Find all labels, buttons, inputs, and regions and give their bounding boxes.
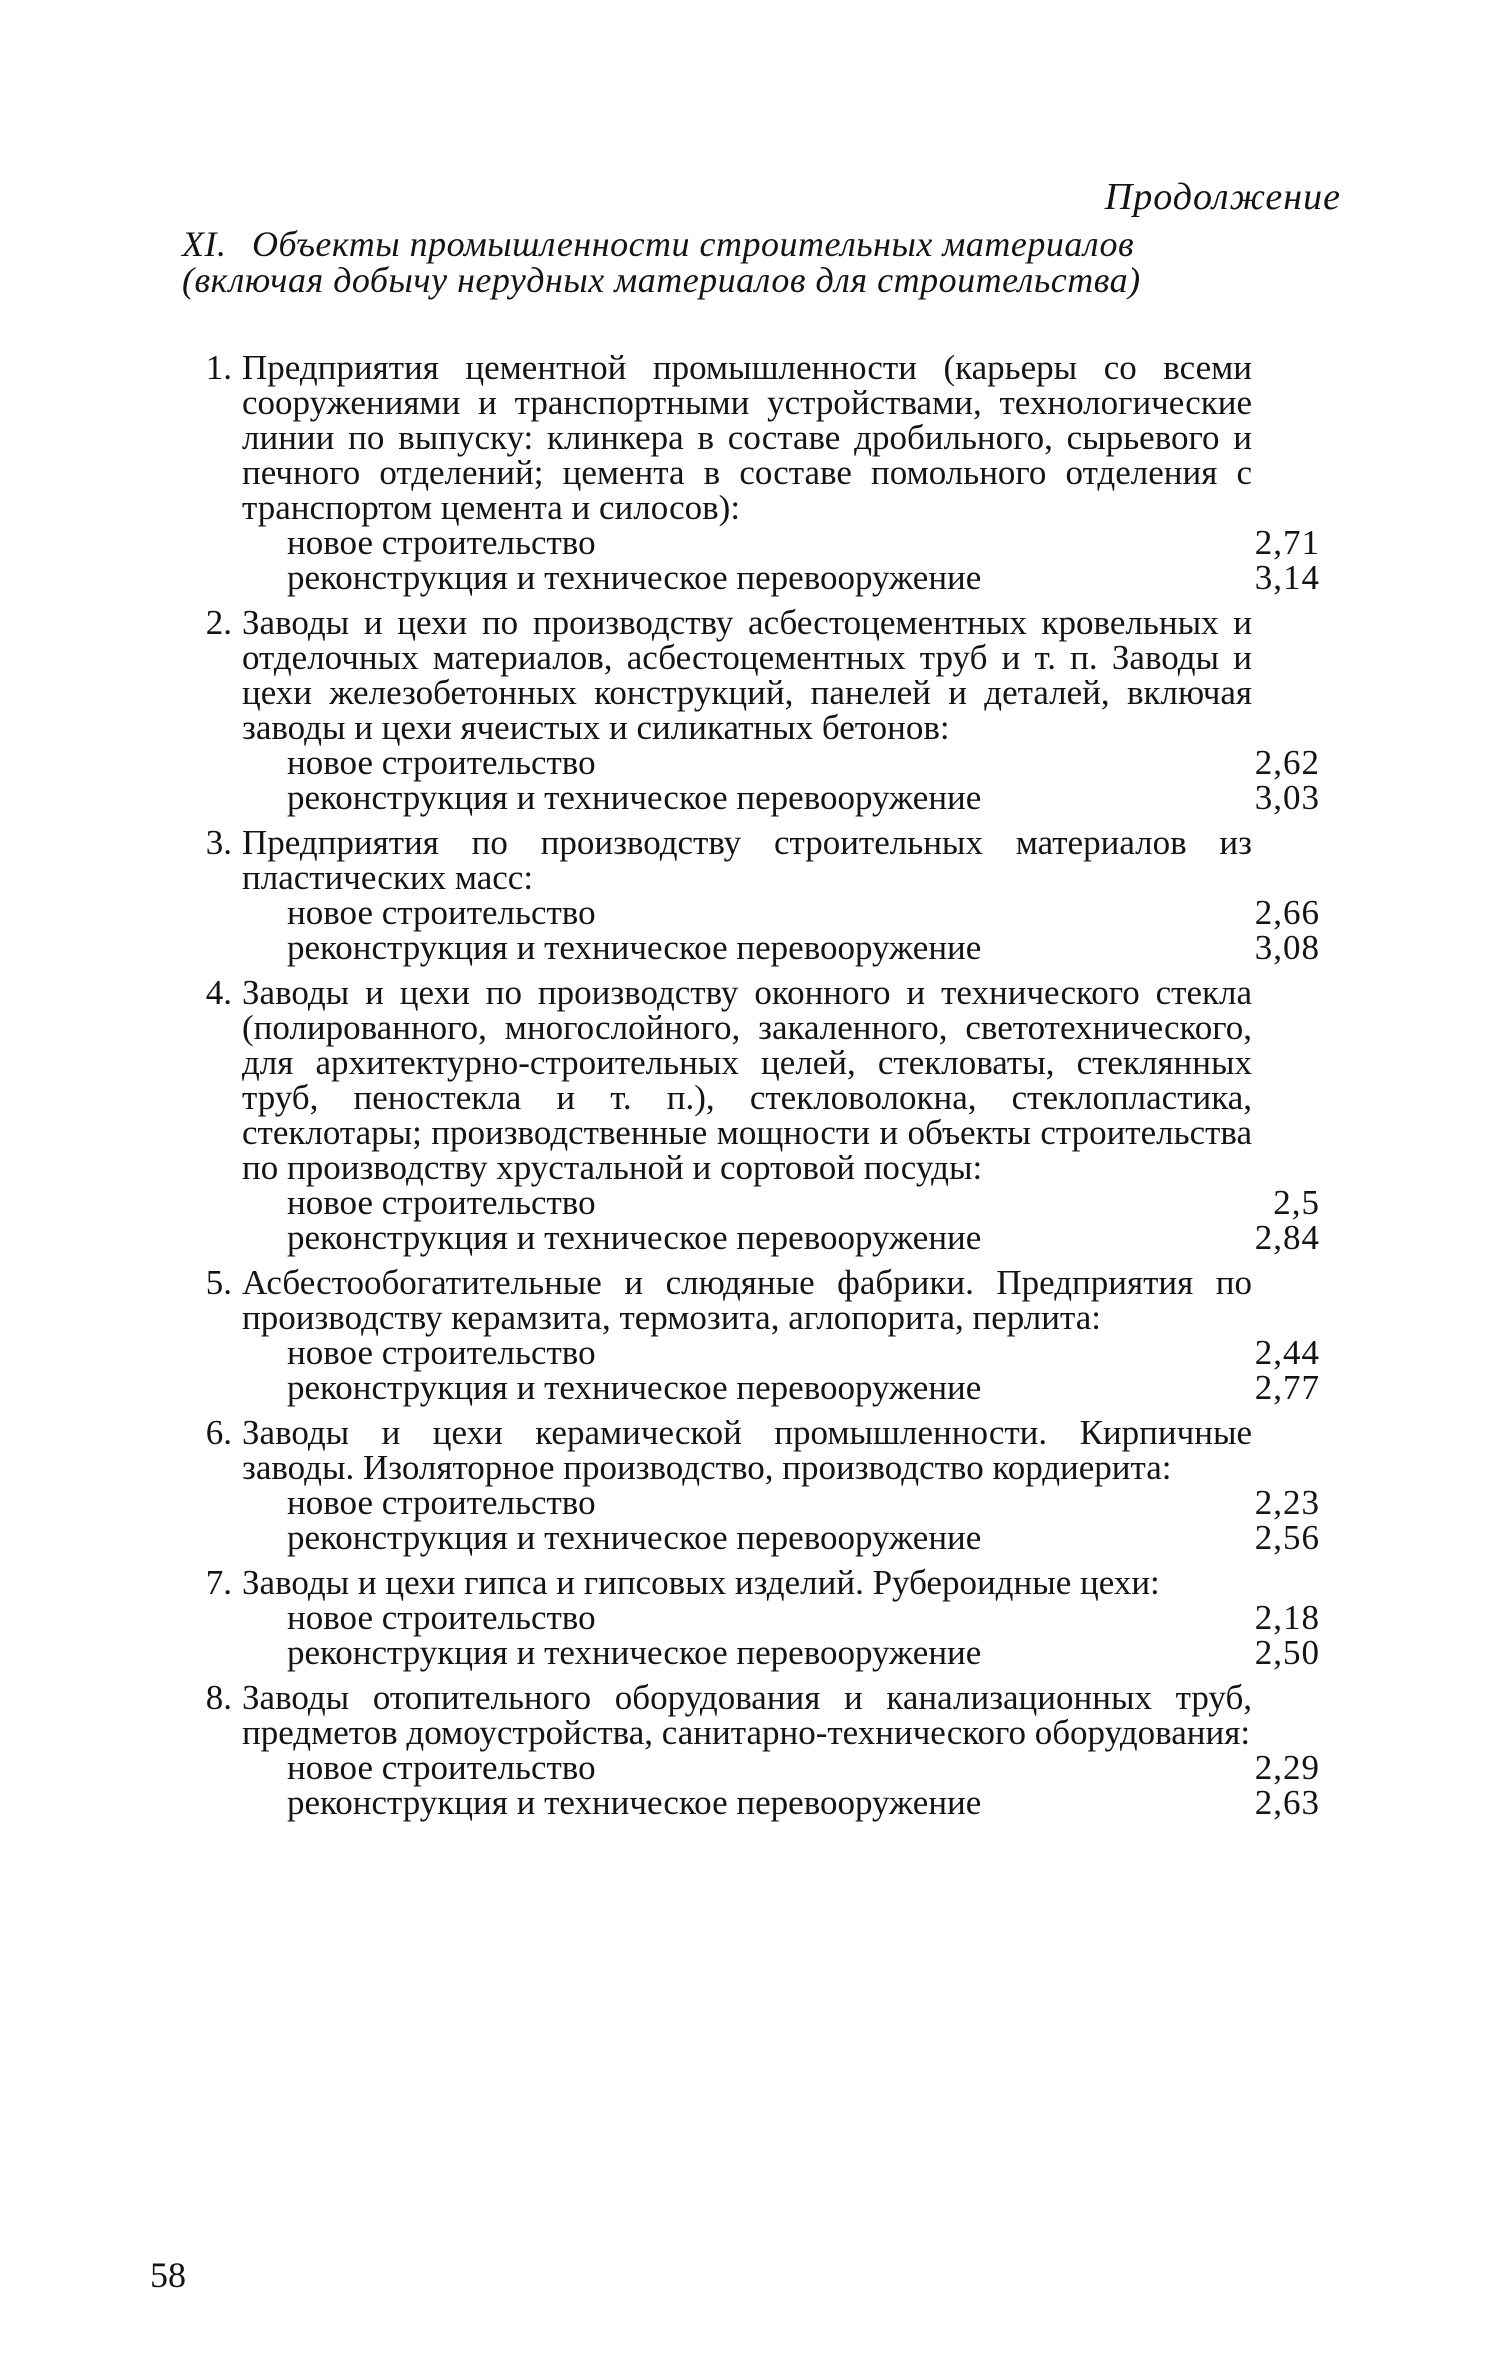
reconstruction-label: реконструкция и техническое перевооружение bbox=[287, 1368, 982, 1407]
list-item bbox=[190, 350, 1320, 595]
reconstruction-row bbox=[190, 1785, 1320, 1820]
reconstruction-row bbox=[190, 1370, 1320, 1405]
new-construction-row bbox=[190, 895, 1320, 930]
reconstruction-row bbox=[190, 560, 1320, 595]
continuation-label: Продолжение bbox=[1104, 176, 1341, 218]
reconstruction-label: реконструкция и техническое перевооружение bbox=[287, 558, 982, 597]
list-item bbox=[190, 1265, 1320, 1405]
item-text: Заводы и цехи по производству оконного и технического стекла (полированного, многослойного, закаленного, светотехнического, для архитектурно-строительных целей, стекловаты, стеклянных труб, пеностекла и т. п.), стекловолокна, стеклопластика, стеклотары; производственные мощности и объекты строительства по производству хрустальной и сортовой посуды: bbox=[242, 973, 1252, 1187]
reconstruction-value: 3,14 bbox=[1254, 558, 1320, 597]
new-construction-label: новое строительство bbox=[287, 1333, 596, 1372]
new-construction-row bbox=[190, 1335, 1320, 1370]
reconstruction-row bbox=[190, 1635, 1320, 1670]
page-number: 58 bbox=[150, 2255, 186, 2295]
section-title: Объекты промышленности строительных материалов (включая добычу нерудных материалов для строительства) bbox=[182, 224, 1141, 300]
new-construction-value: 2,66 bbox=[1254, 893, 1320, 932]
list-item bbox=[190, 1680, 1320, 1820]
new-construction-row bbox=[190, 1485, 1320, 1520]
item-number: 4. bbox=[205, 973, 232, 1012]
reconstruction-label: реконструкция и техническое перевооружение bbox=[287, 1783, 982, 1822]
new-construction-row bbox=[190, 525, 1320, 560]
reconstruction-value: 3,03 bbox=[1254, 778, 1320, 817]
new-construction-value: 2,71 bbox=[1254, 523, 1320, 562]
section-heading bbox=[182, 226, 1242, 298]
new-construction-value: 2,29 bbox=[1254, 1748, 1320, 1787]
new-construction-label: новое строительство bbox=[287, 1598, 596, 1637]
item-text: Заводы и цехи керамической промышленности. Кирпичные заводы. Изоляторное производство, производство кордиерита: bbox=[242, 1413, 1252, 1487]
reconstruction-label: реконструкция и техническое перевооружение bbox=[287, 928, 982, 967]
list-item bbox=[190, 605, 1320, 815]
list-item bbox=[190, 1565, 1320, 1670]
new-construction-value: 2,18 bbox=[1254, 1598, 1320, 1637]
new-construction-label: новое строительство bbox=[287, 1183, 596, 1222]
reconstruction-value: 2,84 bbox=[1254, 1218, 1320, 1257]
new-construction-label: новое строительство bbox=[287, 523, 596, 562]
reconstruction-row bbox=[190, 780, 1320, 815]
new-construction-value: 2,23 bbox=[1254, 1483, 1320, 1522]
item-number: 3. bbox=[205, 823, 232, 862]
item-number: 6. bbox=[205, 1413, 232, 1452]
item-text: Асбестообогатительные и слюдяные фабрики. Предприятия по производству керамзита, термозита, аглопорита, перлита: bbox=[242, 1263, 1252, 1337]
reconstruction-row bbox=[190, 1220, 1320, 1255]
reconstruction-label: реконструкция и техническое перевооружение bbox=[287, 1633, 982, 1672]
reconstruction-label: реконструкция и техническое перевооружение bbox=[287, 778, 982, 817]
reconstruction-value: 2,77 bbox=[1254, 1368, 1320, 1407]
reconstruction-value: 2,50 bbox=[1254, 1633, 1320, 1672]
item-text: Заводы и цехи по производству асбестоцементных кровельных и отделочных материалов, асбестоцементных труб и т. п. Заводы и цехи железобетонных конструкций, панелей и деталей, включая заводы и цехи ячеистых и силикатных бетонов: bbox=[242, 603, 1252, 747]
reconstruction-row bbox=[190, 930, 1320, 965]
item-number: 2. bbox=[205, 603, 232, 642]
new-construction-value: 2,44 bbox=[1254, 1333, 1320, 1372]
new-construction-row bbox=[190, 1750, 1320, 1785]
new-construction-row bbox=[190, 1185, 1320, 1220]
list-item bbox=[190, 825, 1320, 965]
reconstruction-value: 2,63 bbox=[1254, 1783, 1320, 1822]
new-construction-label: новое строительство bbox=[287, 1748, 596, 1787]
reconstruction-row bbox=[190, 1520, 1320, 1555]
new-construction-value: 2,5 bbox=[1273, 1183, 1320, 1222]
coefficient-list bbox=[190, 350, 1320, 1830]
item-text: Заводы и цехи гипса и гипсовых изделий. Рубероидные цехи: bbox=[242, 1563, 1160, 1602]
item-number: 8. bbox=[205, 1678, 232, 1717]
section-number: XI. bbox=[182, 224, 227, 264]
item-text: Предприятия по производству строительных материалов из пластических масс: bbox=[242, 823, 1252, 897]
reconstruction-label: реконструкция и техническое перевооружение bbox=[287, 1218, 982, 1257]
reconstruction-label: реконструкция и техническое перевооружение bbox=[287, 1518, 982, 1557]
reconstruction-value: 2,56 bbox=[1254, 1518, 1320, 1557]
item-number: 7. bbox=[205, 1563, 232, 1602]
new-construction-row bbox=[190, 745, 1320, 780]
reconstruction-value: 3,08 bbox=[1254, 928, 1320, 967]
item-number: 5. bbox=[205, 1263, 232, 1302]
new-construction-value: 2,62 bbox=[1254, 743, 1320, 782]
list-item bbox=[190, 975, 1320, 1255]
new-construction-row bbox=[190, 1600, 1320, 1635]
item-number: 1. bbox=[205, 348, 232, 387]
list-item bbox=[190, 1415, 1320, 1555]
new-construction-label: новое строительство bbox=[287, 893, 596, 932]
new-construction-label: новое строительство bbox=[287, 743, 596, 782]
new-construction-label: новое строительство bbox=[287, 1483, 596, 1522]
item-text: Заводы отопительного оборудования и канализационных труб, предметов домоустройства, санитарно-технического оборудования: bbox=[242, 1678, 1252, 1752]
item-text: Предприятия цементной промышленности (карьеры со всеми сооружениями и транспортными устройствами, технологические линии по выпуску: клинкера в составе дробильного, сырьевого и печного отделений; цемента в составе помольного отделения с транспортом цемента и силосов): bbox=[242, 348, 1252, 527]
